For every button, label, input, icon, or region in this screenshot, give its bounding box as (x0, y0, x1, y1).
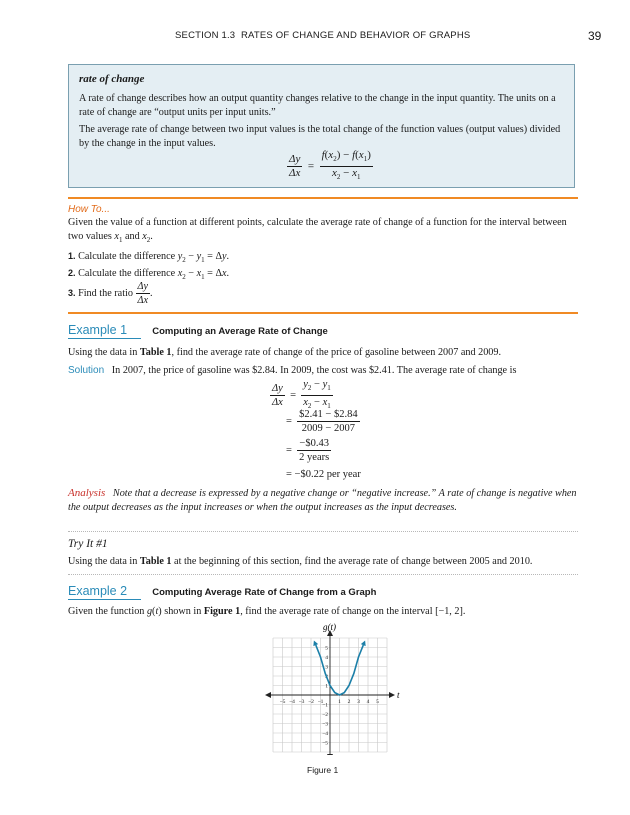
x-tick-label: −3 (298, 699, 305, 705)
tryit-text (68, 555, 578, 569)
problem-text: Using the data in (68, 347, 138, 358)
example-1-equation-1: $\frac{\Delta y}{\Delta x}$ = $\frac{y_2 - y_1}{x_2 - x_1}$ (272, 379, 331, 411)
step-text: Find the ratio (78, 287, 133, 299)
problem-text-end: , find the average rate of change on the interval [−1, 2]. (240, 606, 466, 617)
definition-paragraph-1: A rate of change describes how an output quantity changes relative to the change in the input quantity. The units on a rate of change are “output units per input units.” (79, 93, 556, 118)
y-tick-label: 4 (325, 655, 328, 661)
tryit-top-divider (68, 531, 578, 532)
x-tick-label: 1 (338, 699, 341, 705)
howto-step-3: 3. Find the ratio $\frac{\Delta y}{\Delta x}$ . (68, 281, 153, 306)
solution-label: Solution (68, 365, 105, 376)
example-1-heading (68, 323, 328, 337)
definition-box (68, 64, 575, 188)
section-number: SECTION 1.3 (175, 30, 236, 41)
problem-text-mid: shown in (164, 606, 202, 617)
example-2-title: Computing Average Rate of Change from a Graph (152, 587, 377, 598)
table-reference: Table 1 (139, 556, 172, 567)
equation-numerator: −$0.43 (299, 438, 329, 449)
graph-axes (265, 630, 395, 755)
running-head (175, 30, 470, 41)
example-1-equation-2: = $\frac{\$2.41 - \$2.84}{2009 - 2007}$ (286, 409, 358, 434)
example-1-equation-3: = $\frac{-\$0.43}{\text{2 years}}$ (286, 438, 330, 463)
example-1-equation-4: = −$0.22 per year (286, 469, 361, 480)
page-number: 39 (588, 29, 602, 43)
equation-denominator: 2 years (299, 452, 330, 463)
equation-denominator: 2009 − 2007 (301, 423, 355, 434)
y-tick-label: −3 (322, 721, 328, 728)
x-tick-label: −1 (317, 699, 324, 705)
x-tick-label: −4 (289, 699, 295, 705)
x-tick-label: −5 (279, 699, 286, 705)
x-axis-arrow-left (265, 692, 271, 698)
x-tick-label: 4 (366, 699, 370, 705)
problem-text: Given the function (68, 606, 145, 617)
y-tick-label: 5 (325, 645, 328, 652)
figure-reference: Figure 1 (203, 606, 241, 617)
x-axis-label: t (397, 690, 400, 700)
tryit-label: Try It #1 (68, 538, 108, 550)
step-number: 2. (68, 268, 76, 278)
step-number: 1. (68, 251, 76, 261)
x-tick-label: 5 (376, 699, 379, 705)
equation-numerator: $2.41 − $2.84 (299, 409, 358, 420)
example-2-heading (68, 584, 376, 598)
y-tick-label: −5 (322, 740, 328, 747)
section-title: RATES OF CHANGE AND BEHAVIOR OF GRAPHS (240, 30, 471, 41)
graph-tick-labels (280, 646, 380, 747)
step-text: Calculate the difference (78, 268, 176, 279)
howto-top-rule (68, 197, 578, 199)
y-tick-label: 1 (325, 683, 328, 690)
figure-1-graph (250, 620, 400, 755)
howto-intro: Given the value of a function at different points, calculate the average rate of change of a function for the interval between two values $x_1$ and $x_2$. (68, 217, 567, 245)
definition-paragraph-2: The average rate of change between two input values is the total change of the function values (output values) divided by the change in the input values. (79, 124, 561, 149)
y-axis-arrow-down (327, 754, 333, 755)
x-tick-label: 3 (357, 699, 360, 705)
step-text: Calculate the difference (78, 251, 176, 262)
y-tick-label: 3 (325, 664, 328, 671)
tryit-bottom-divider (68, 574, 578, 575)
solution-text: In 2007, the price of gasoline was $2.84. In 2009, the cost was $2.41. The average rate of change is (111, 365, 517, 376)
figure-caption: Figure 1 (307, 765, 339, 775)
howto-step-2: 2. Calculate the difference $x_2 - x_1 = \Delta x$. (68, 268, 230, 282)
example-2-problem: Given the function g(t) shown in Figure 1, find the average rate of change on the interval [−1, 2]. (68, 606, 466, 617)
definition-formula: $\frac{\Delta y}{\Delta x}$ = $\frac{f(x_2) - f(x_1)}{x_2 - x_1}$ (289, 149, 371, 182)
x-tick-label: 2 (347, 699, 351, 705)
x-tick-label: −2 (308, 699, 314, 705)
y-tick-label: −2 (322, 712, 328, 718)
analysis-text: Note that a decrease is expressed by a negative change or “negative increase.” A rate of change is negative when the output decreases as the input increases or when the output increases as the input decreases. (68, 488, 577, 513)
example-1-analysis (68, 486, 578, 515)
problem-text-end: , find the average rate of change of the price of gasoline between 2007 and 2009. (171, 347, 502, 358)
table-reference: Table 1 (139, 347, 172, 358)
x-axis-arrow-right (389, 692, 395, 698)
example-2-label: Example 2 (68, 584, 141, 600)
step-number: 3. (68, 287, 76, 298)
example-1-title: Computing an Average Rate of Change (152, 326, 328, 337)
example-1-problem (68, 346, 578, 360)
howto-step-1: 1. Calculate the difference $y_2 - y_1 = \Delta y$. (68, 251, 230, 265)
tryit-text-start: Using the data in (68, 556, 138, 567)
analysis-label: Analysis (68, 487, 106, 499)
howto-label: How To... (68, 204, 110, 215)
y-tick-label: −1 (322, 702, 328, 709)
example-1-solution (68, 364, 578, 378)
y-tick-label: 2 (325, 674, 328, 680)
definition-title: rate of change (79, 73, 145, 85)
y-axis-label: g(t) (323, 622, 336, 632)
example-1-label: Example 1 (68, 323, 141, 339)
tryit-text-end: at the beginning of this section, find the average rate of change between 2005 and 2010. (174, 556, 533, 567)
howto-intro-text: Given the value of a function at different points, calculate the average rate of change of a function for the interval between two values (68, 217, 567, 242)
y-tick-label: −4 (322, 731, 328, 737)
howto-bottom-rule (68, 312, 578, 314)
